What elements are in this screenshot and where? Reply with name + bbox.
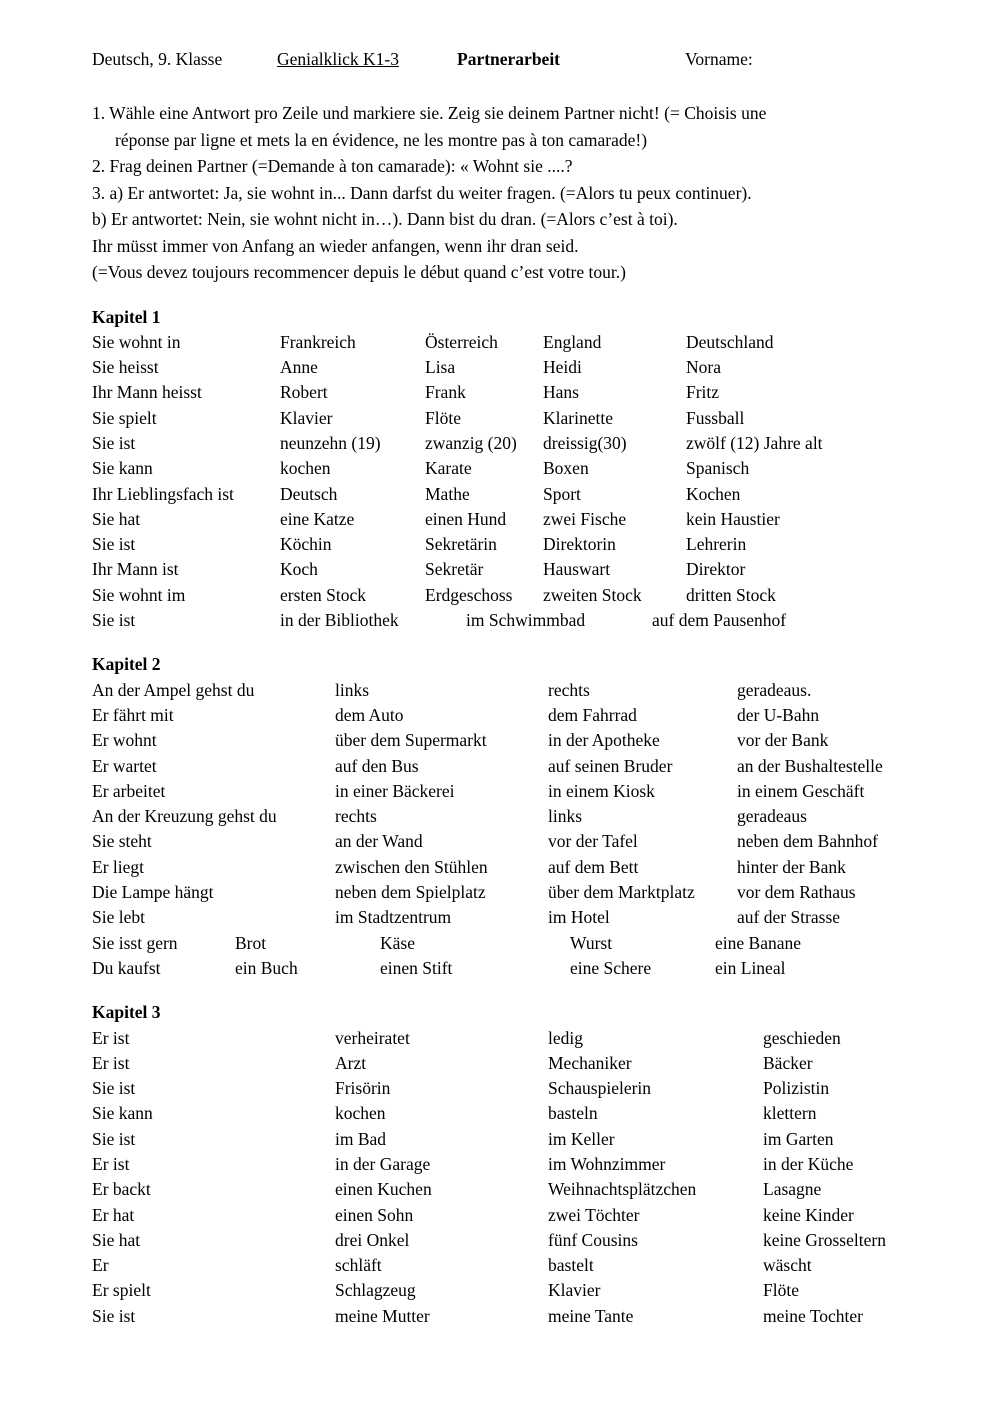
- answer-option: einen Stift: [380, 957, 453, 978]
- answer-option: rechts: [335, 806, 377, 827]
- answer-option: neben dem Bahnhof: [737, 831, 878, 852]
- answer-option: Sekretär: [425, 559, 484, 580]
- answer-option: Mathe: [425, 483, 470, 504]
- answer-option: fünf Cousins: [548, 1229, 638, 1250]
- answer-option: dem Fahrrad: [548, 704, 637, 725]
- answer-option: zweiten Stock: [543, 584, 642, 605]
- row-label: Er ist: [92, 1027, 130, 1048]
- answer-option: einen Kuchen: [335, 1179, 432, 1200]
- answer-option: kein Haustier: [686, 508, 780, 529]
- sections-container: [92, 305, 930, 1330]
- answer-option: zwanzig (20): [425, 432, 517, 453]
- answer-option: auf der Strasse: [737, 907, 841, 928]
- instruction-line: réponse par ligne et mets la en évidence, ne les montre pas à ton camarade!): [115, 129, 648, 150]
- course-label: Deutsch, 9. Klasse: [92, 49, 223, 69]
- row-label: Sie isst gern: [92, 932, 178, 953]
- table-row: [92, 956, 930, 981]
- answer-option: Polizistin: [763, 1078, 830, 1099]
- answer-option: Lasagne: [763, 1179, 822, 1200]
- row-label: An der Kreuzung gehst du: [92, 806, 277, 827]
- row-label: Er wartet: [92, 755, 157, 776]
- instruction-line: Ihr müsst immer von Anfang an wieder anfangen, wenn ihr dran seid.: [92, 235, 579, 256]
- answer-option: drei Onkel: [335, 1229, 410, 1250]
- answer-option: neben dem Spielplatz: [335, 882, 486, 903]
- row-label: Sie ist: [92, 1078, 136, 1099]
- answer-option: zwei Fische: [543, 508, 627, 529]
- answer-option: in einem Geschäft: [737, 780, 865, 801]
- answer-option: Karate: [425, 458, 472, 479]
- answer-option: Nora: [686, 357, 721, 378]
- instruction-line: 1. Wähle eine Antwort pro Zeile und markiere sie. Zeig sie deinem Partner nicht! (= Choisis une: [92, 103, 767, 123]
- answer-option: in der Garage: [335, 1154, 431, 1174]
- answer-option: im Stadtzentrum: [335, 907, 452, 928]
- answer-option: Köchin: [280, 534, 332, 555]
- answer-option: eine Schere: [570, 957, 652, 978]
- answer-option: klettern: [763, 1103, 817, 1124]
- answer-option: England: [543, 331, 602, 352]
- table-row: [92, 905, 930, 930]
- answer-option: im Keller: [548, 1128, 615, 1149]
- table-row: [92, 804, 930, 829]
- answer-option: zwei Töchter: [548, 1204, 640, 1225]
- row-label: Sie hat: [92, 1229, 141, 1250]
- answer-option: dem Auto: [335, 704, 404, 725]
- table-row: [92, 507, 930, 532]
- answer-option: links: [335, 679, 370, 700]
- answer-option: keine Kinder: [763, 1204, 854, 1225]
- instruction-line: b) Er antwortet: Nein, sie wohnt nicht in…). Dann bist du dran. (=Alors c’est à toi).: [92, 209, 678, 229]
- row-label: Er hat: [92, 1204, 135, 1225]
- answer-option: Mechaniker: [548, 1052, 632, 1073]
- answer-option: ledig: [548, 1027, 583, 1048]
- table-row: [92, 829, 930, 854]
- table-row: [92, 1177, 930, 1202]
- answer-option: Lehrerin: [686, 534, 747, 555]
- answer-option: Frankreich: [280, 331, 356, 352]
- answer-option: vor der Tafel: [548, 831, 638, 852]
- name-label: Vorname:: [685, 49, 753, 69]
- answer-option: meine Mutter: [335, 1305, 430, 1326]
- answer-option: Klavier: [280, 407, 333, 428]
- row-label: Sie spielt: [92, 407, 157, 428]
- table-row: [92, 330, 930, 355]
- answer-option: dreissig(30): [543, 432, 627, 453]
- table-row: [92, 1152, 930, 1177]
- table-row: [92, 1304, 930, 1329]
- table-row: [92, 703, 930, 728]
- row-label: Er spielt: [92, 1280, 151, 1301]
- answer-option: im Bad: [335, 1128, 387, 1149]
- answer-option: in der Apotheke: [548, 730, 660, 751]
- table-row: [92, 456, 930, 481]
- answer-option: auf den Bus: [335, 755, 419, 776]
- answer-option: Schauspielerin: [548, 1078, 652, 1099]
- answer-option: auf dem Pausenhof: [652, 610, 787, 631]
- answer-option: Kochen: [686, 483, 741, 504]
- answer-option: Spanisch: [686, 458, 750, 479]
- row-label: Sie heisst: [92, 357, 159, 378]
- answer-option: Klarinette: [543, 407, 613, 428]
- answer-option: Bäcker: [763, 1052, 813, 1073]
- answer-option: basteln: [548, 1103, 598, 1124]
- table-row: [92, 678, 930, 703]
- answer-option: Österreich: [425, 331, 498, 352]
- section-title: Kapitel 2: [92, 654, 161, 675]
- answer-option: über dem Supermarkt: [335, 730, 487, 751]
- answer-option: Heidi: [543, 357, 582, 378]
- answer-option: verheiratet: [335, 1027, 410, 1048]
- section-kapitel-2: [92, 652, 930, 981]
- answer-option: einen Hund: [425, 508, 507, 529]
- table-row: [92, 608, 930, 633]
- row-label: Er wohnt: [92, 730, 157, 751]
- table-row: [92, 532, 930, 557]
- answer-option: meine Tochter: [763, 1305, 864, 1326]
- table-row: [92, 931, 930, 956]
- answer-option: Frank: [425, 382, 466, 403]
- answer-option: an der Bushaltestelle: [737, 755, 883, 776]
- answer-option: über dem Marktplatz: [548, 882, 695, 903]
- section-kapitel-3: [92, 1000, 930, 1329]
- answer-option: Hauswart: [543, 559, 611, 580]
- table-row: [92, 1253, 930, 1278]
- answer-option: geschieden: [763, 1027, 841, 1048]
- row-label: Er: [92, 1255, 109, 1276]
- answer-option: Robert: [280, 382, 328, 403]
- answer-option: Fritz: [686, 382, 720, 403]
- table-row: [92, 406, 930, 431]
- answer-option: Fussball: [686, 407, 745, 428]
- answer-option: im Garten: [763, 1128, 834, 1149]
- answer-option: Sport: [543, 483, 581, 504]
- answer-option: im Schwimmbad: [466, 610, 586, 631]
- answer-option: auf seinen Bruder: [548, 755, 673, 776]
- answer-option: Boxen: [543, 458, 589, 479]
- answer-option: im Wohnzimmer: [548, 1154, 666, 1174]
- row-label: Sie ist: [92, 1305, 136, 1326]
- table-row: [92, 1076, 930, 1101]
- table-row: [92, 1228, 930, 1253]
- answer-option: in der Bibliothek: [280, 610, 399, 631]
- book-title: Genialklick K1-3: [277, 49, 399, 69]
- answer-option: vor dem Rathaus: [737, 882, 856, 903]
- row-label: Sie hat: [92, 508, 141, 529]
- answer-option: zwischen den Stühlen: [335, 856, 488, 877]
- answer-option: Koch: [280, 559, 318, 580]
- answer-option: kochen: [335, 1103, 386, 1124]
- answer-option: Direktor: [686, 559, 746, 580]
- answer-option: rechts: [548, 679, 590, 700]
- answer-option: ersten Stock: [280, 584, 367, 605]
- answer-option: bastelt: [548, 1255, 594, 1276]
- row-label: Sie kann: [92, 1103, 153, 1124]
- answer-option: hinter der Bank: [737, 856, 846, 877]
- row-label: Ihr Lieblingsfach ist: [92, 483, 234, 504]
- answer-option: Klavier: [548, 1280, 601, 1301]
- answer-option: in einem Kiosk: [548, 780, 655, 801]
- answer-option: Wurst: [570, 932, 613, 953]
- row-label: Sie kann: [92, 458, 153, 479]
- row-label: Du kaufst: [92, 957, 161, 978]
- answer-option: schläft: [335, 1255, 382, 1276]
- table-row: [92, 1278, 930, 1303]
- answer-option: eine Katze: [280, 508, 355, 529]
- answer-option: geradeaus.: [737, 679, 812, 700]
- answer-option: im Hotel: [548, 907, 610, 928]
- row-label: Sie ist: [92, 534, 136, 555]
- answer-option: Flöte: [763, 1280, 799, 1301]
- header: [92, 46, 930, 72]
- instruction-line: (=Vous devez toujours recommencer depuis le début quand c’est votre tour.): [92, 262, 626, 282]
- answer-option: Frisörin: [335, 1078, 391, 1099]
- instruction-line: 3. a) Er antwortet: Ja, sie wohnt in... Dann darfst du weiter fragen. (=Alors tu peux continuer).: [92, 182, 752, 203]
- answer-option: Deutschland: [686, 331, 774, 352]
- answer-option: Lisa: [425, 357, 456, 378]
- answer-option: Anne: [280, 357, 318, 378]
- answer-option: Direktorin: [543, 534, 616, 555]
- table-row: [92, 855, 930, 880]
- table-row: [92, 728, 930, 753]
- answer-option: geradeaus: [737, 806, 807, 827]
- answer-option: Erdgeschoss: [425, 584, 513, 605]
- table-row: [92, 482, 930, 507]
- row-label: Ihr Mann heisst: [92, 382, 202, 403]
- answer-option: Sekretärin: [425, 534, 497, 555]
- row-label: An der Ampel gehst du: [92, 679, 255, 700]
- row-label: Sie steht: [92, 831, 152, 852]
- answer-option: Deutsch: [280, 483, 338, 504]
- table-row: [92, 1051, 930, 1076]
- table-row: [92, 380, 930, 405]
- instructions: [92, 100, 930, 286]
- row-label: Sie ist: [92, 610, 136, 631]
- answer-option: zwölf (12) Jahre alt: [686, 432, 823, 453]
- answer-option: eine Banane: [715, 932, 801, 953]
- row-label: Er ist: [92, 1154, 130, 1174]
- answer-option: dritten Stock: [686, 584, 776, 605]
- section-title: Kapitel 3: [92, 1002, 161, 1023]
- answer-option: Schlagzeug: [335, 1280, 416, 1301]
- row-label: Sie wohnt im: [92, 584, 186, 605]
- answer-option: Flöte: [425, 407, 461, 428]
- table-row: [92, 1127, 930, 1152]
- answer-option: in einer Bäckerei: [335, 780, 455, 801]
- answer-option: der U-Bahn: [737, 704, 820, 725]
- section-kapitel-1: [92, 305, 930, 634]
- row-label: Die Lampe hängt: [92, 882, 214, 903]
- table-row: [92, 355, 930, 380]
- row-label: Sie wohnt in: [92, 331, 181, 352]
- row-label: Er fährt mit: [92, 704, 174, 725]
- answer-option: ein Lineal: [715, 957, 786, 978]
- table-row: [92, 1101, 930, 1126]
- answer-option: Hans: [543, 382, 579, 403]
- table-row: [92, 583, 930, 608]
- answer-option: Brot: [235, 932, 267, 953]
- row-label: Ihr Mann ist: [92, 559, 179, 580]
- answer-option: Weihnachtsplätzchen: [548, 1179, 697, 1200]
- table-row: [92, 754, 930, 779]
- answer-option: in der Küche: [763, 1154, 854, 1174]
- table-row: [92, 431, 930, 456]
- section-title: Kapitel 1: [92, 306, 161, 327]
- answer-option: kochen: [280, 458, 331, 479]
- row-label: Sie ist: [92, 1128, 136, 1149]
- answer-option: keine Grosseltern: [763, 1229, 886, 1250]
- answer-option: links: [548, 806, 583, 827]
- row-label: Er ist: [92, 1052, 130, 1073]
- page-title: Partnerarbeit: [457, 49, 561, 69]
- table-row: [92, 1203, 930, 1228]
- answer-option: Arzt: [335, 1052, 367, 1073]
- answer-option: vor der Bank: [737, 730, 829, 751]
- row-label: Sie lebt: [92, 907, 145, 928]
- answer-option: ein Buch: [235, 957, 298, 978]
- answer-option: an der Wand: [335, 831, 423, 852]
- row-label: Er backt: [92, 1179, 151, 1200]
- row-label: Er arbeitet: [92, 780, 166, 801]
- table-row: [92, 557, 930, 582]
- table-row: [92, 880, 930, 905]
- table-row: [92, 779, 930, 804]
- table-row: [92, 1026, 930, 1051]
- answer-option: neunzehn (19): [280, 432, 381, 453]
- answer-option: auf dem Bett: [548, 856, 639, 877]
- row-label: Er liegt: [92, 856, 144, 877]
- row-label: Sie ist: [92, 432, 136, 453]
- answer-option: Käse: [380, 932, 415, 953]
- answer-option: meine Tante: [548, 1305, 634, 1326]
- instruction-line: 2. Frag deinen Partner (=Demande à ton camarade): « Wohnt sie ....?: [92, 156, 573, 176]
- answer-option: wäscht: [763, 1255, 812, 1276]
- answer-option: einen Sohn: [335, 1204, 414, 1225]
